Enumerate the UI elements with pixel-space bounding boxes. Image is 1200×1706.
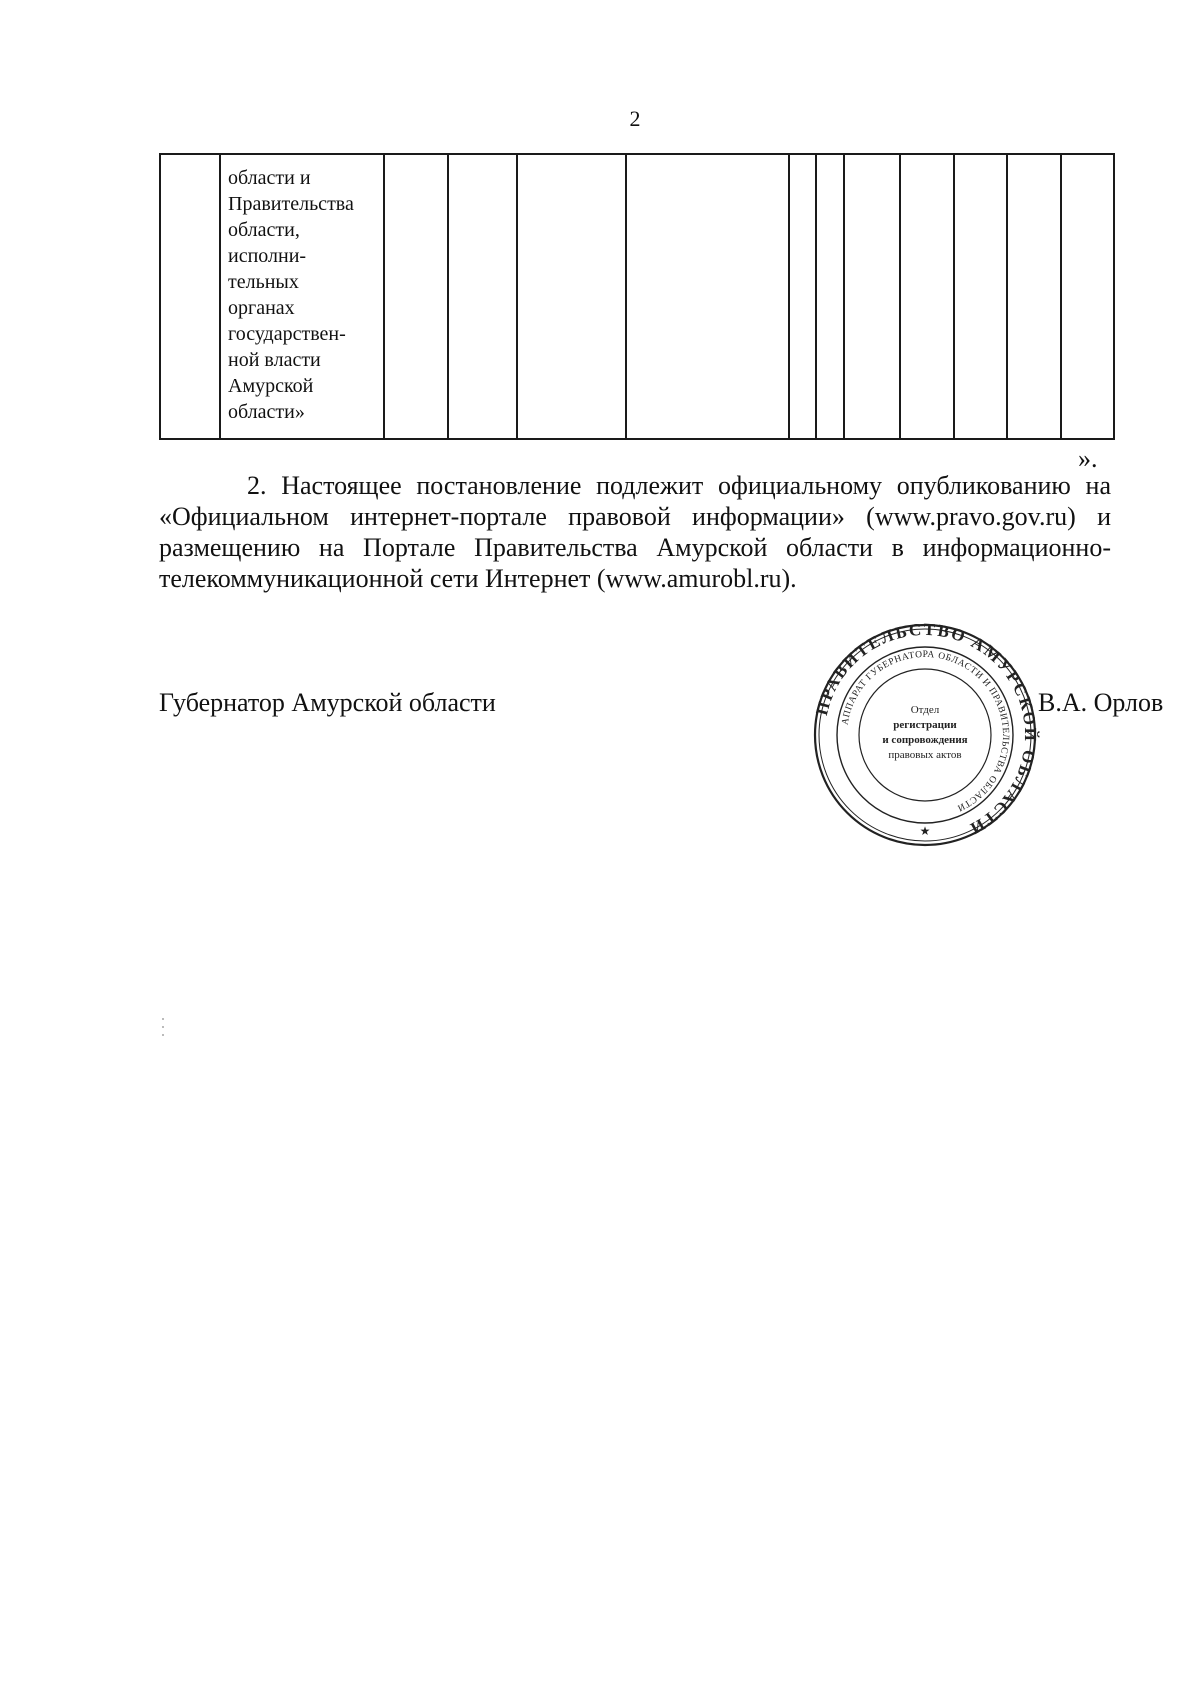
page-number: 2 xyxy=(629,106,641,131)
signature-title: Губернатор Амурской области xyxy=(159,688,496,717)
scan-speck xyxy=(162,1034,164,1036)
paragraph-line: размещению на Портале Правительства Амурской области в информационно- xyxy=(159,533,1111,562)
cell-line: области, xyxy=(228,219,300,241)
paragraph-line: 2. Настоящее постановление подлежит официальному опубликованию на xyxy=(247,471,1111,500)
cell-line: тельных xyxy=(228,271,299,293)
cell-line: исполни- xyxy=(228,245,307,267)
table-cell-empty xyxy=(816,154,844,439)
stamp-outer-text: ПРАВИТЕЛЬСТВО АМУРСКОЙ ОБЛАСТИ xyxy=(811,623,1040,839)
stamp-center-line: Отдел xyxy=(910,704,940,716)
closing-quote-mark: ». xyxy=(1078,444,1098,473)
paragraph-line: телекоммуникационной сети Интернет (www.amurobl.ru). xyxy=(159,564,797,593)
table-cell-empty xyxy=(789,154,816,439)
cell-line: Правительства xyxy=(228,193,354,215)
signature-name: В.А. Орлов xyxy=(1038,688,1164,717)
cell-line: органах xyxy=(228,297,295,319)
stamp-center-line: и сопровождения xyxy=(882,734,968,746)
table-cell-empty xyxy=(384,154,448,439)
cell-line: Амурской xyxy=(228,375,314,397)
paragraph-2 xyxy=(159,470,1111,594)
stamp-star-icon: ★ xyxy=(919,824,931,838)
table-cell-empty xyxy=(844,154,900,439)
table-cell-number xyxy=(160,154,220,439)
scan-speck xyxy=(162,1018,164,1020)
cell-line: ной власти xyxy=(228,349,321,371)
continuation-table xyxy=(159,153,1115,440)
table-cell-empty xyxy=(517,154,626,439)
table-cell-empty xyxy=(900,154,954,439)
svg-text:АППАРАТ ГУБЕРНАТОРА ОБЛАСТИ И xyxy=(841,650,1010,813)
cell-line: области и xyxy=(228,167,311,189)
paragraph-line: «Официальном интернет-портале правовой информации» (www.pravo.gov.ru) и xyxy=(159,502,1111,531)
table-cell-empty xyxy=(954,154,1007,439)
table-cell-empty xyxy=(626,154,789,439)
cell-line: государствен- xyxy=(228,323,346,345)
stamp-center-line: правовых актов xyxy=(888,749,962,761)
table-row xyxy=(160,154,1114,439)
official-stamp xyxy=(810,623,1040,848)
table-cell-empty xyxy=(1007,154,1061,439)
scan-speck xyxy=(162,1026,164,1028)
cell-line: области» xyxy=(228,401,305,423)
stamp-seal-icon xyxy=(810,623,1040,848)
stamp-center-line: регистрации xyxy=(893,719,957,731)
stamp-inner-text: АППАРАТ ГУБЕРНАТОРА ОБЛАСТИ И ПРАВИТЕЛЬСТВА ОБЛАСТИ xyxy=(840,649,1011,813)
table-cell-empty xyxy=(448,154,517,439)
table-cell-text xyxy=(220,154,384,439)
table-cell-empty xyxy=(1061,154,1114,439)
